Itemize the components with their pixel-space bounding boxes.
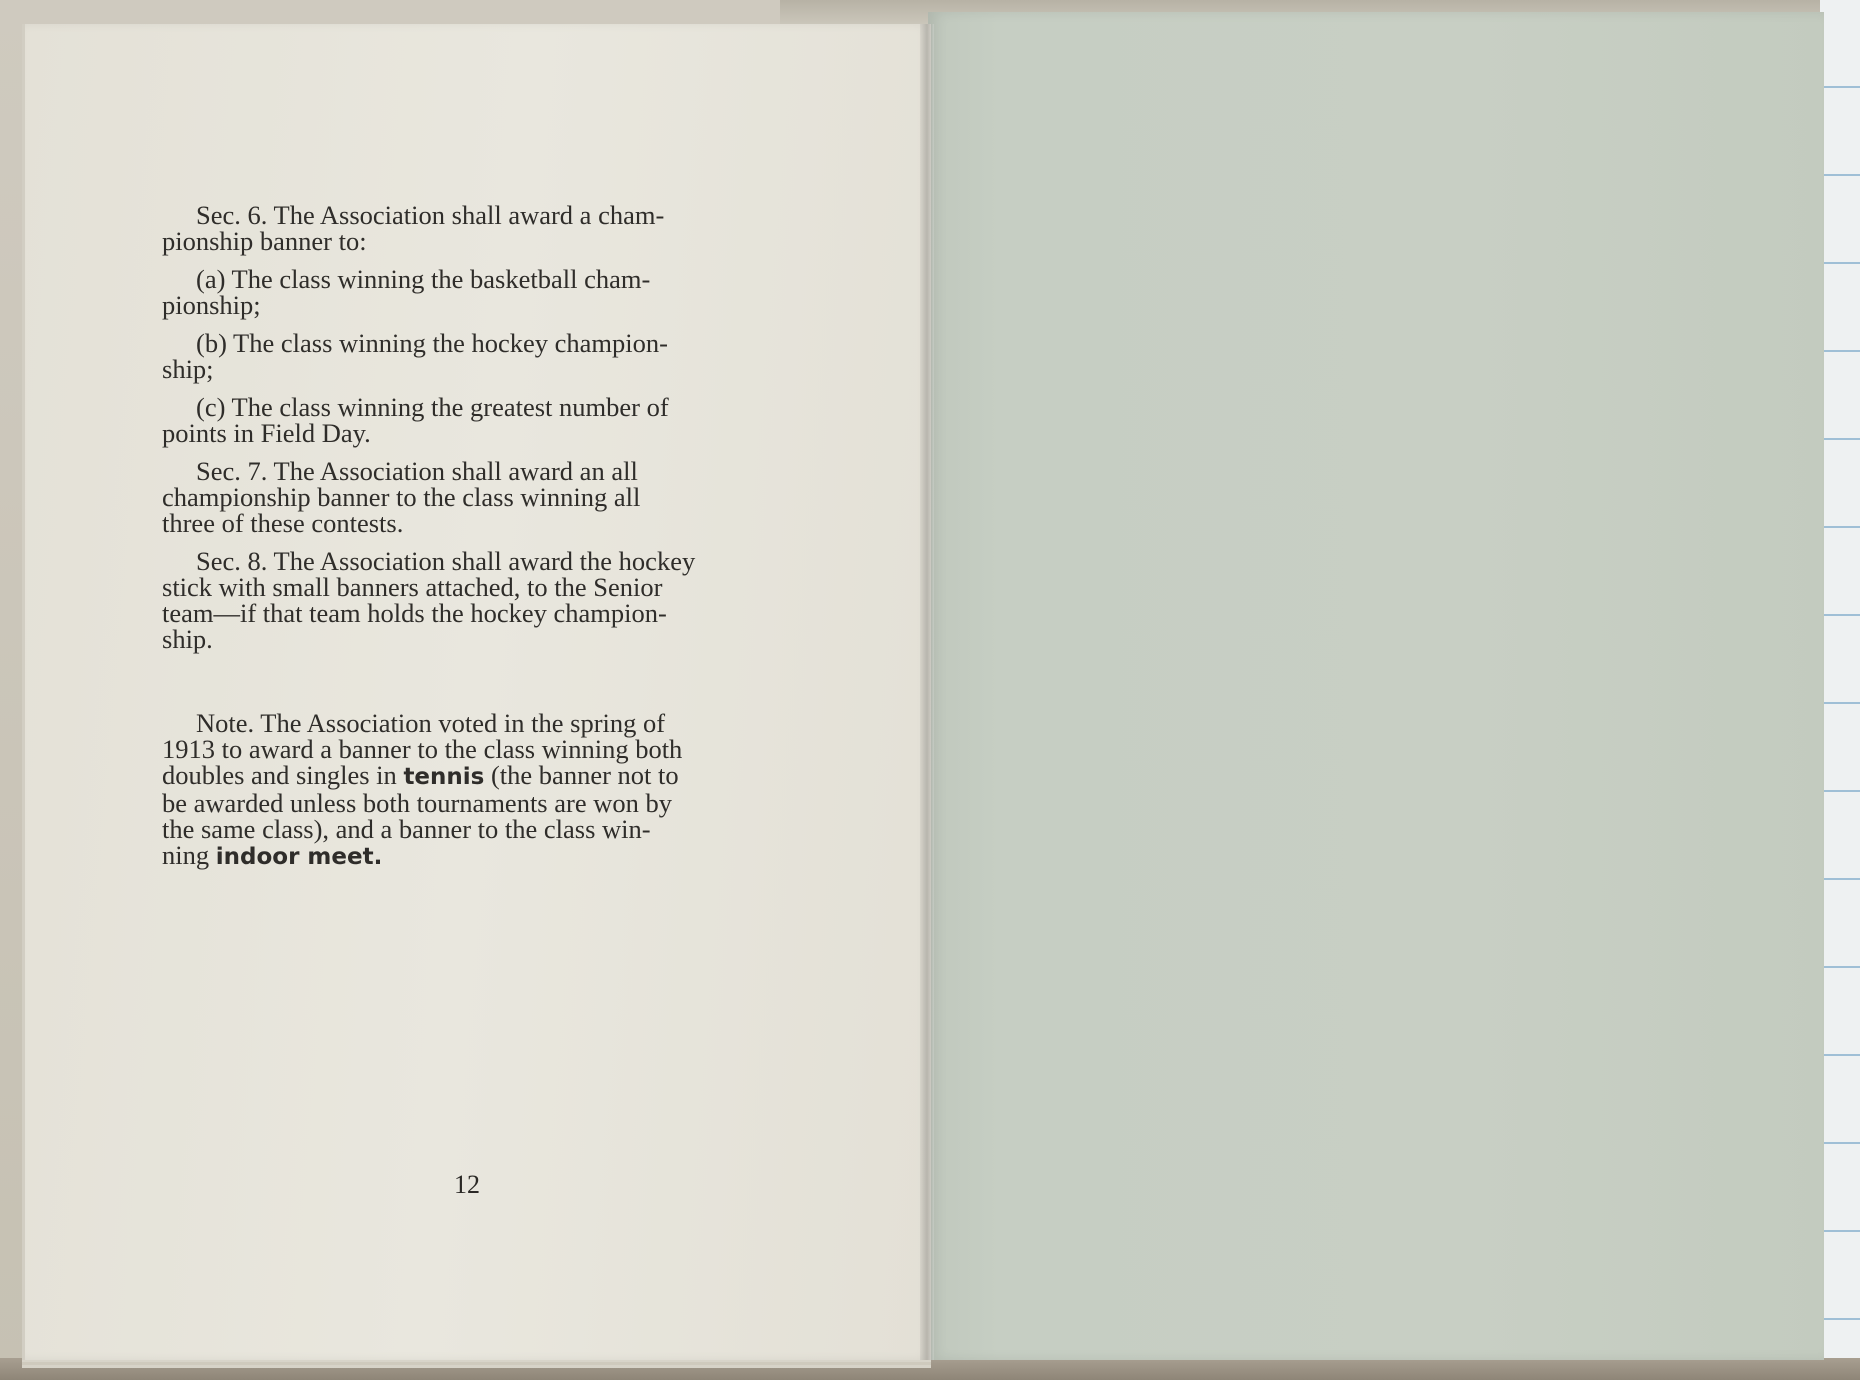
section-8: Sec. 8. The Association shall award the hockey stick with small banners attached, to the Senior team—if that team holds the hockey champion- ship. (162, 546, 696, 654)
section-6: Sec. 6. The Association shall award a cham- pionship banner to: (162, 200, 665, 256)
book-gutter (920, 24, 934, 1360)
note-text-2: (the banner not to be awarded unless both tournaments are won by the same class), and a banner to the class win- ning (162, 760, 679, 870)
note-paragraph (162, 710, 812, 870)
note-text-1: Note. The Association voted in the spring of 1913 to award a banner to the class winning both doubles and singles in (162, 708, 683, 790)
backdrop-lined-paper (1820, 0, 1860, 1380)
section-6b: (b) The class winning the hockey champion- ship; (162, 328, 668, 384)
section-6a: (a) The class winning the basketball cham- pionship; (162, 264, 651, 320)
backdrop-table-edge (0, 1358, 1860, 1380)
note-bold-tennis: tennis (403, 764, 485, 790)
section-6c: (c) The class winning the greatest number of points in Field Day. (162, 392, 669, 448)
section-7: Sec. 7. The Association shall award an all championship banner to the class winning all three of these contests. (162, 456, 641, 538)
note-bold-indoor-meet: indoor meet. (215, 844, 383, 870)
page-number: 12 (454, 1170, 480, 1199)
page-text-block (162, 202, 812, 882)
right-page-blank-cover (928, 12, 1824, 1360)
